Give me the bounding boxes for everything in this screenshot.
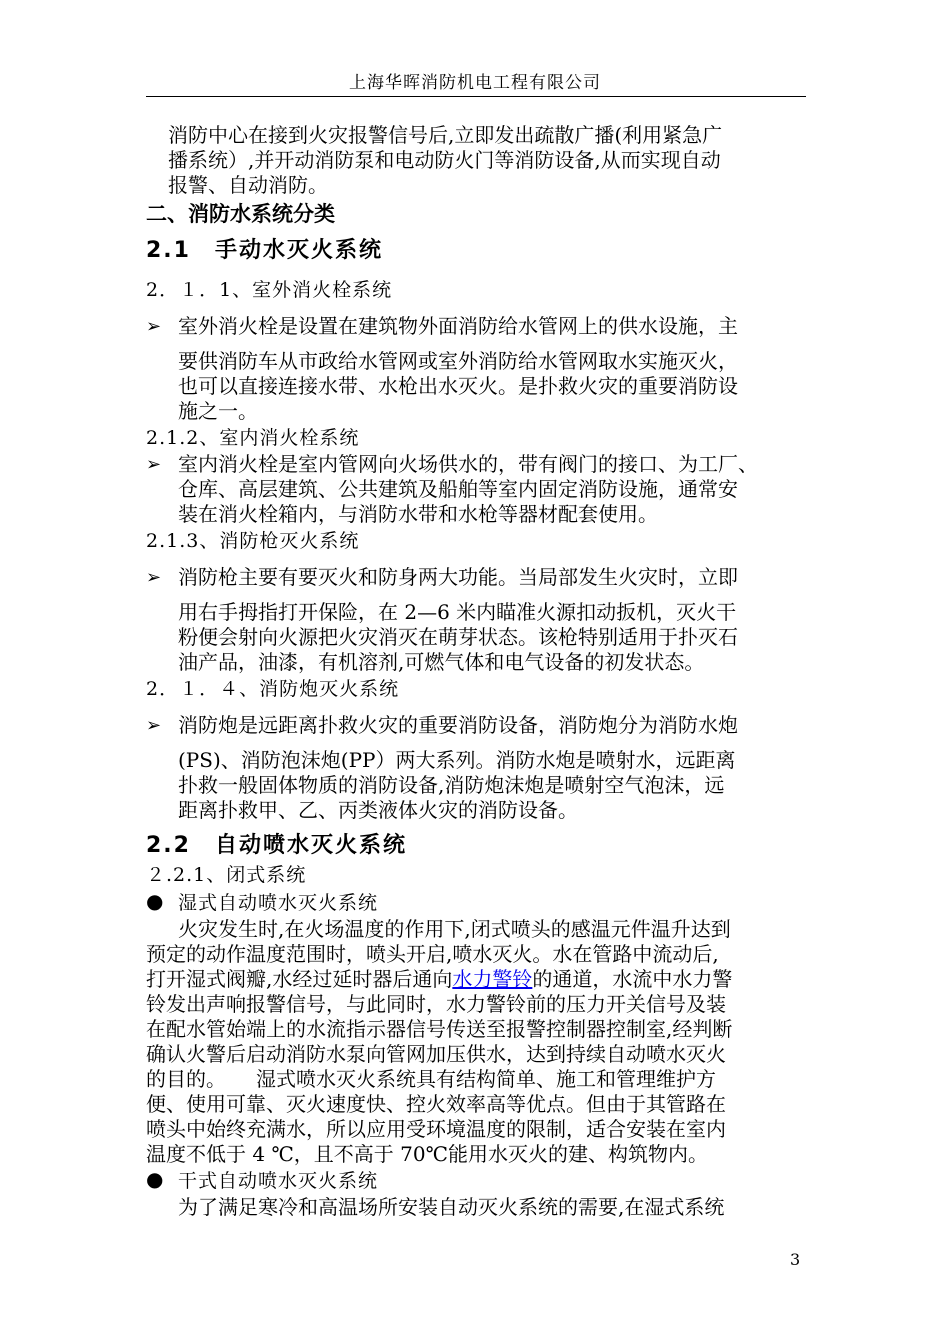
paragraph-line: 的目的。 湿式喷水灭火系统具有结构简单、施工和管理维护方 bbox=[146, 1067, 716, 1091]
paragraph-line: 要供消防车从市政给水管网或室外消防给水管网取水实施灭火， bbox=[178, 349, 738, 373]
paragraph-line: 油产品，油漆，有机溶剂,可燃气体和电气设备的初发状态。 bbox=[178, 650, 705, 674]
text-run: 的通道，水流中水力警 bbox=[532, 967, 733, 991]
paragraph-line: 火灾发生时,在火场温度的作用下,闭式喷头的感温元件温升达到 bbox=[178, 917, 731, 941]
paragraph-line: 消防炮是远距离扑救火灾的重要消防设备，消防炮分为消防水炮 bbox=[178, 713, 738, 737]
water-alarm-bell-link[interactable]: 水力警铃 bbox=[452, 967, 533, 991]
heading-2-1-2: 2.1.2、室内消火栓系统 bbox=[146, 427, 360, 449]
paragraph-line: 粉便会射向火源把火灾消灭在萌芽状态。该枪特别适用于扑灭石 bbox=[178, 625, 738, 649]
paragraph-line: 用右手拇指打开保险，在 2—6 米内瞄准火源扣动扳机，灭火干 bbox=[178, 600, 737, 624]
paragraph-line: 施之一。 bbox=[178, 399, 258, 423]
list-item bbox=[146, 314, 814, 339]
page-header: 上海华晖消防机电工程有限公司 bbox=[349, 73, 601, 93]
paragraph-line: (PS)、消防泡沫炮(PP）两大系列。消防水炮是喷射水，远距离 bbox=[178, 748, 736, 772]
text-run: 打开湿式阀瓣,水经过延时器后通向 bbox=[146, 967, 453, 991]
paragraph-line: 便、使用可靠、灭火速度快、控火效率高等优点。但由于其管路在 bbox=[146, 1092, 726, 1116]
heading-2-1-4: 2．１．４、消防炮灭火系统 bbox=[146, 678, 400, 700]
page-number: 3 bbox=[790, 1250, 801, 1269]
arrow-bullet-icon: ➢ bbox=[146, 454, 162, 475]
section-heading: 二、消防水系统分类 bbox=[146, 202, 335, 226]
paragraph-line: 预定的动作温度范围时，喷头开启,喷水灭火。水在管路中流动后, bbox=[146, 942, 719, 966]
intro-line-1: 消防中心在接到火灾报警信号后,立即发出疏散广播(利用紧急广 bbox=[168, 123, 723, 147]
dot-bullet-icon: ● bbox=[146, 1167, 164, 1191]
paragraph-line: 也可以直接连接水带、水枪出水灭火。是扑救火灾的重要消防设 bbox=[178, 374, 738, 398]
intro-line-2: 播系统）,并开动消防泵和电动防火门等消防设备,从而实现自动 bbox=[168, 148, 721, 172]
subsection-heading-2-1: 2.1 手动水灭火系统 bbox=[146, 238, 383, 263]
heading-2-2-1: ２.2.1、闭式系统 bbox=[146, 864, 307, 886]
list-item bbox=[146, 713, 814, 738]
paragraph-line: 铃发出声响报警信号，与此同时，水力警铃前的压力开关信号及装 bbox=[146, 992, 726, 1016]
list-item bbox=[146, 889, 814, 917]
paragraph-line: 消防枪主要有要灭火和防身两大功能。当局部发生火灾时，立即 bbox=[178, 565, 738, 589]
paragraph-line: 扑救一般固体物质的消防设备,消防炮沫炮是喷射空气泡沫，远 bbox=[178, 773, 725, 797]
heading-2-1-1: 2．１．1、室外消火栓系统 bbox=[146, 279, 393, 301]
paragraph-line bbox=[146, 967, 814, 992]
paragraph-line: 仓库、高层建筑、公共建筑及船舶等室内固定消防设施，通常安 bbox=[178, 477, 738, 501]
paragraph-line: 室内消火栓是室内管网向火场供水的，带有阀门的接口、为工厂、 bbox=[178, 452, 758, 476]
paragraph-line: 喷头中始终充满水，所以应用受环境温度的限制，适合安装在室内 bbox=[146, 1117, 726, 1141]
arrow-bullet-icon: ➢ bbox=[146, 567, 162, 588]
paragraph-line: 在配水管始端上的水流指示器信号传送至报警控制器控制室,经判断 bbox=[146, 1017, 733, 1041]
arrow-bullet-icon: ➢ bbox=[146, 715, 162, 736]
document-body bbox=[146, 123, 814, 1220]
heading-2-1-3: 2.1.3、消防枪灭火系统 bbox=[146, 530, 360, 552]
paragraph-line: 室外消火栓是设置在建筑物外面消防给水管网上的供水设施，主 bbox=[178, 314, 738, 338]
list-item bbox=[146, 1167, 814, 1195]
header-divider bbox=[146, 96, 806, 97]
list-item bbox=[146, 565, 814, 590]
arrow-bullet-icon: ➢ bbox=[146, 316, 162, 337]
paragraph-line: 确认火警后启动消防水泵向管网加压供水，达到持续自动喷水灭火 bbox=[146, 1042, 726, 1066]
list-item bbox=[146, 452, 814, 477]
paragraph-line: 装在消火栓箱内，与消防水带和水枪等器材配套使用。 bbox=[178, 502, 658, 526]
subsection-heading-2-2: 2.2 自动喷水灭火系统 bbox=[146, 833, 407, 858]
bullet-title-wet: 湿式自动喷水灭火系统 bbox=[178, 892, 379, 914]
intro-line-3: 报警、自动消防。 bbox=[168, 173, 328, 197]
paragraph-line: 为了满足寒冷和高温场所安装自动灭火系统的需要,在湿式系统 bbox=[178, 1195, 725, 1219]
paragraph-line: 温度不低于 4 ℃，且不高于 70℃能用水灭火的建、构筑物内。 bbox=[146, 1142, 708, 1166]
dot-bullet-icon: ● bbox=[146, 889, 164, 913]
bullet-title-dry: 干式自动喷水灭火系统 bbox=[178, 1170, 379, 1192]
paragraph-line: 距离扑救甲、乙、丙类液体火灾的消防设备。 bbox=[178, 798, 578, 822]
